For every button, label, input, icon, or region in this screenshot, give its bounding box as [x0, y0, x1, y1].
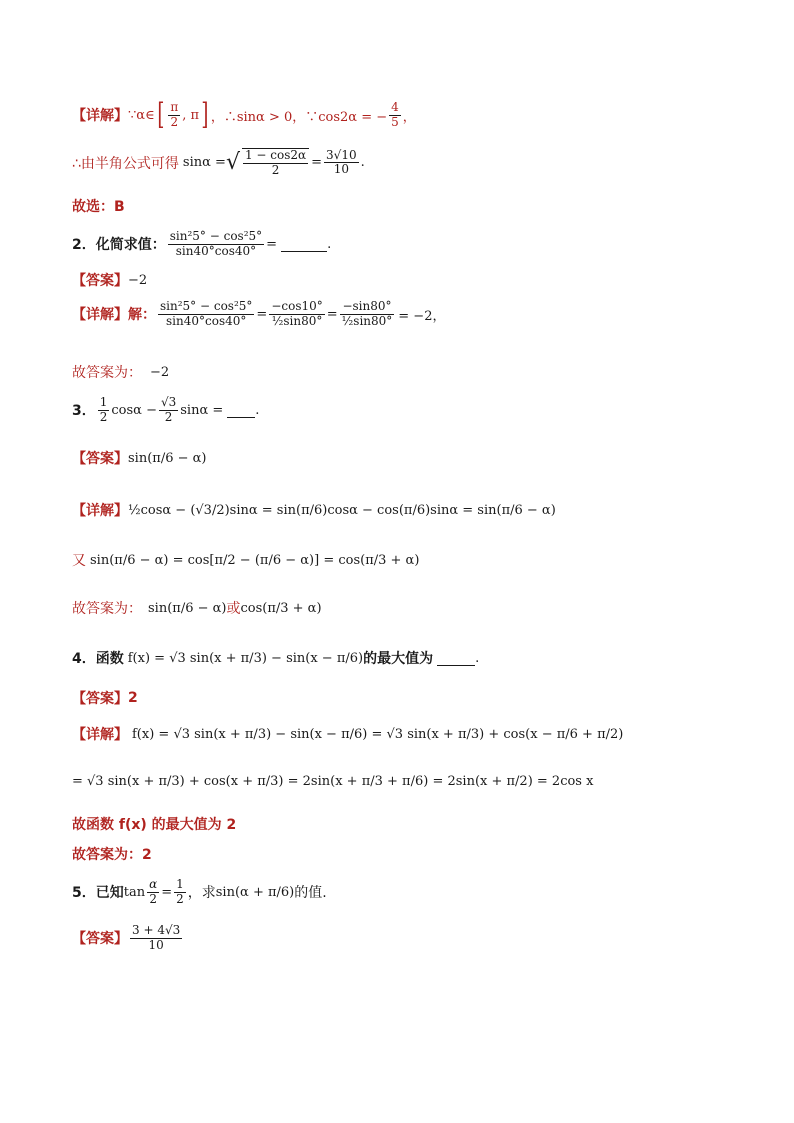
question-2: 2．化简求值： $\frac{\text{sin²5° − cos²5°}}{\sin 40^\circ\cos 40^\circ}$ = . [72, 229, 332, 258]
q2-fraction: $\frac{\text{sin²5° − cos²5°}}{\sin 40^\circ\cos 40^\circ}$ [169, 229, 263, 258]
answer-blank [281, 237, 327, 252]
solution-line-1: 【详解】 ∵α∈ [ $\frac{\pi}{2}$ , π ] ，∴sinα > 0，∵cos2α = − $\frac{4}{5}$ ， [72, 97, 416, 132]
sin-positive-text: ，∴sinα > 0，∵cos2α = − [210, 109, 388, 125]
final-answer-4: 故答案为：2 [72, 847, 152, 863]
answer-5-fraction: $\frac{3 + 4√3}{10}$ [132, 923, 181, 952]
detail-3: 【详解】 ½cosα − (√3/2)sinα = sin(π/6)cosα − cos(π/6)sinα = sin(π/6 − α) [72, 502, 556, 519]
detail-4b: = √3 sin(x + π/3) + cos(x + π/3) = 2sin(x + π/3 + π/6) = 2sin(x + π/2) = 2cos x [72, 774, 594, 789]
detail-tag: 【详解】 [72, 108, 128, 124]
half-angle-lead: ∴由半角公式可得 [72, 155, 179, 172]
answer-5: 【答案】 $\frac{3 + 4√3}{10}$ [72, 923, 181, 952]
four-fifths-fraction: $\frac{4}{5}$ [391, 99, 399, 129]
detail-3b: 又 sin(π/6 − α) = cos[π/2 − (π/6 − α)] = cos(π/3 + α) [72, 552, 420, 569]
max-value-statement: 故函数 f(x) 的最大值为 2 [72, 817, 237, 833]
solution-line-2: ∴由半角公式可得 sinα = √ $\frac{1 - \cos 2\alpha}{2}$ = $\frac{3√10}{10}$ . [72, 147, 365, 177]
question-5: 5．已知 tan $\frac{\alpha}{2}$ = $\frac{1}{2}$ ，求 sin(α + π/6) 的值. [72, 877, 327, 906]
answer-blank [227, 403, 255, 418]
radicand-fraction: $\frac{1 - \cos 2\alpha}{2}$ [242, 148, 309, 178]
answer-blank [437, 651, 475, 666]
detail-2: 【详解】解： $\frac{\text{sin²5° − cos²5°}}{\sin 40^\circ\cos 40^\circ}$ = $\frac{-\cos 10^\circ}{\text{½sin80°}}$ = $\frac{-\sin 80^\circ}{\text{½sin80°}}$ = −2， [72, 299, 446, 328]
question-3: 3． $\frac{1}{2}$ cosα − $\frac{√3}{2}$ sinα = . [72, 395, 260, 424]
detail-4: 【详解】 f(x) = √3 sin(x + π/3) − sin(x − π/6) = √3 sin(x + π/3) + cos(x − π/6 + π/2) [72, 726, 624, 743]
condition-text: ∵α∈ [128, 107, 155, 123]
answer-4: 【答案】 2 [72, 690, 138, 707]
final-answer-2: 故答案为： −2 [72, 364, 170, 381]
pi-over-2-fraction: $\frac{\pi}{2}$ [170, 99, 179, 129]
question-4: 4．函数 f(x) = √3 sin(x + π/3) − sin(x − π/6) 的最大值为 . [72, 650, 480, 667]
answer-3: 【答案】 sin(π/6 − α) [72, 450, 207, 467]
result-fraction: $\frac{3√10}{10}$ [326, 147, 357, 177]
choice-answer: 故选：B [72, 199, 125, 215]
final-answer-3: 故答案为： sin(π/6 − α) 或 cos(π/3 + α) [72, 600, 322, 617]
answer-2: 【答案】 −2 [72, 272, 148, 289]
